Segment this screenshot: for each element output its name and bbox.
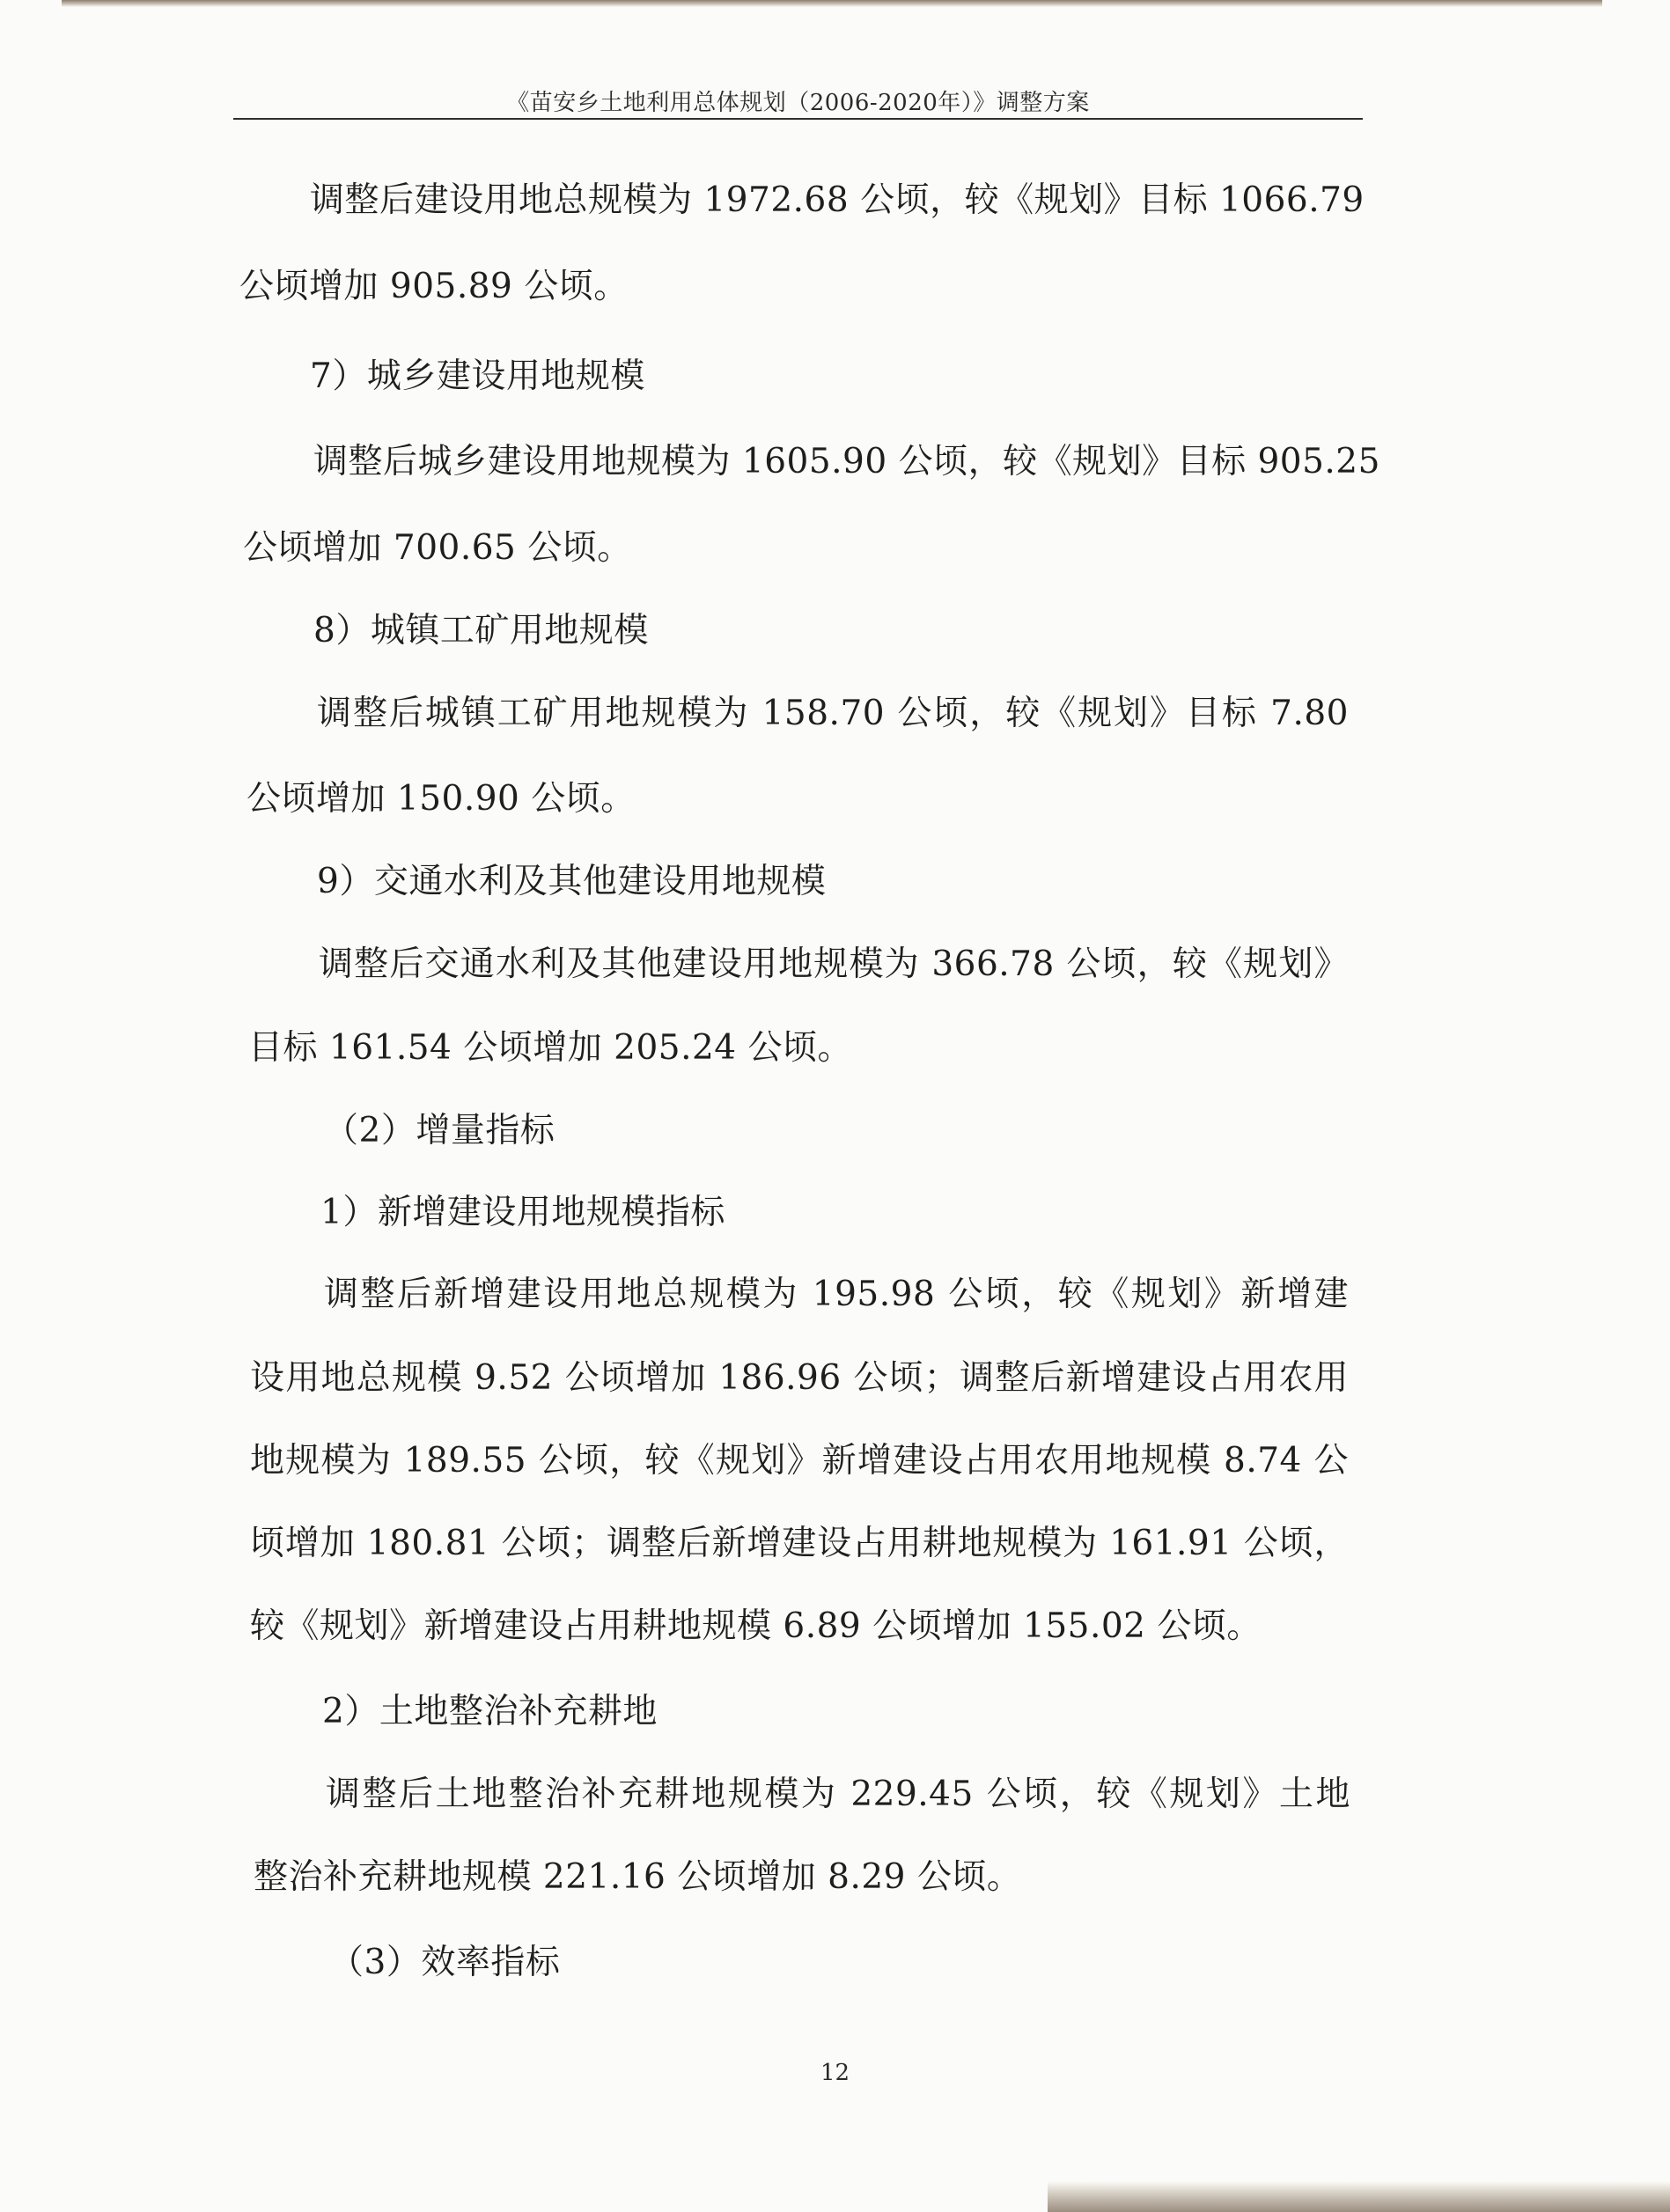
text-line: 地规模为 189.55 公顷，较《规划》新增建设占用农用地规模 8.74 公	[250, 1441, 1349, 1481]
text-line: 调整后城乡建设用地规模为 1605.90 公顷，较《规划》目标 905.25	[313, 442, 1380, 481]
header-rule	[233, 118, 1363, 120]
scan-edge-bottom	[1048, 2181, 1670, 2212]
text-line: 公顷增加 700.65 公顷。	[243, 528, 632, 568]
scan-edge-top	[62, 0, 1602, 7]
page-header: 《苗安乡土地利用总体规划（2006-2020年）》调整方案	[506, 90, 1090, 116]
subheading: 1）新增建设用地规模指标	[320, 1193, 725, 1232]
text-line: 调整后交通水利及其他建设用地规模为 366.78 公顷，较《规划》	[319, 944, 1349, 984]
text-line: 公顷增加 150.90 公顷。	[246, 779, 636, 819]
text-line: 目标 161.54 公顷增加 205.24 公顷。	[248, 1028, 853, 1068]
subheading: 8）城镇工矿用地规模	[313, 611, 649, 650]
section-heading: （3）效率指标	[329, 1943, 561, 1982]
subheading: 9）交通水利及其他建设用地规模	[317, 862, 827, 901]
text-line: 公顷增加 905.89 公顷。	[239, 267, 629, 306]
text-line: 较《规划》新增建设占用耕地规模 6.89 公顷增加 155.02 公顷。	[250, 1606, 1262, 1646]
subheading: 2）土地整治补充耕地	[322, 1692, 658, 1731]
text-line: 调整后土地整治补充耕地规模为 229.45 公顷，较《规划》土地	[326, 1775, 1350, 1814]
text-line: 调整后建设用地总规模为 1972.68 公顷，较《规划》目标 1066.79	[310, 180, 1365, 220]
text-line: 顷增加 180.81 公顷；调整后新增建设占用耕地规模为 161.91 公顷，	[250, 1524, 1349, 1563]
subheading: 7）城乡建设用地规模	[310, 356, 645, 396]
text-line: 整治补充耕地规模 221.16 公顷增加 8.29 公顷。	[254, 1857, 1022, 1897]
section-heading: （2）增量指标	[324, 1111, 555, 1150]
page-number: 12	[820, 2060, 850, 2086]
text-line: 设用地总规模 9.52 公顷增加 186.96 公顷；调整后新增建设占用农用	[250, 1358, 1349, 1398]
text-line: 调整后城镇工矿用地规模为 158.70 公顷，较《规划》目标 7.80	[317, 694, 1349, 733]
text-line: 调整后新增建设用地总规模为 195.98 公顷，较《规划》新增建	[324, 1275, 1349, 1314]
